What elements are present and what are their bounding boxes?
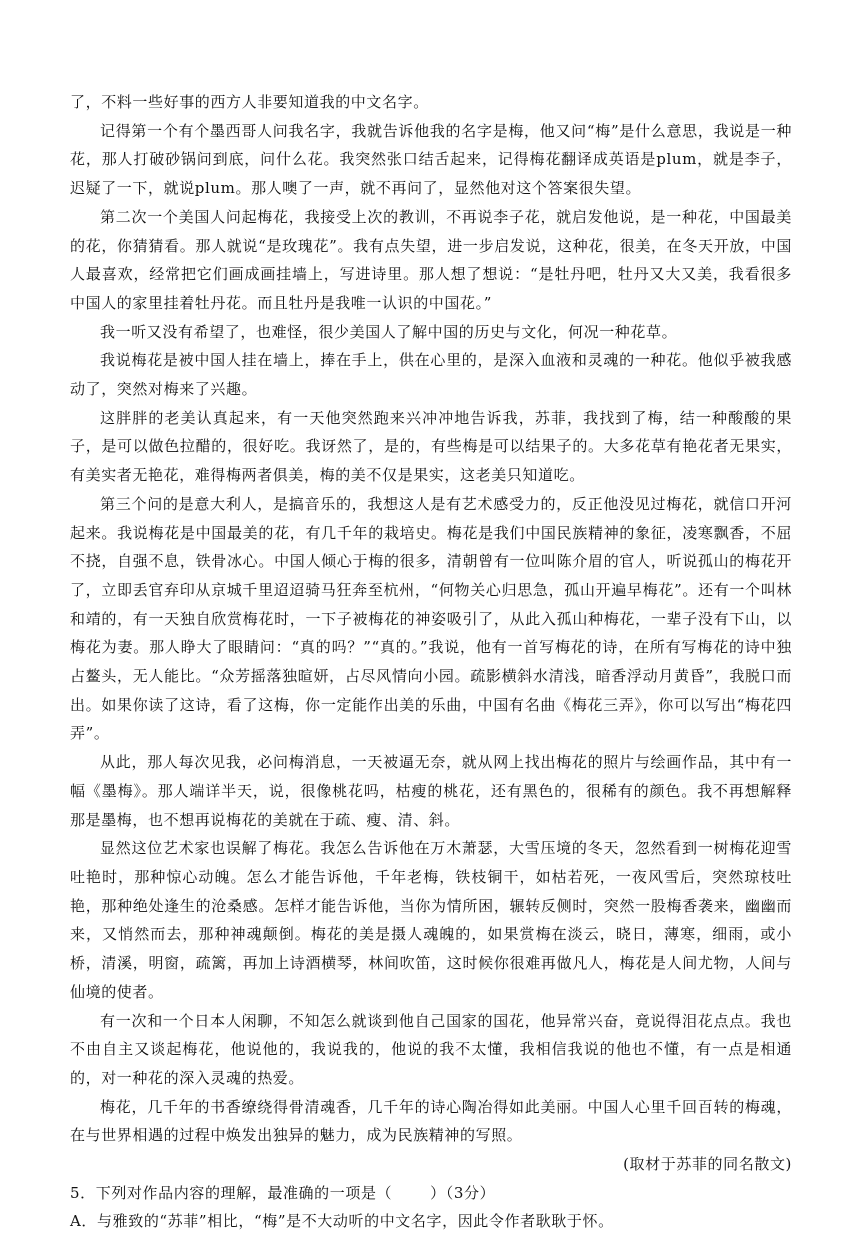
paragraph-6: 这胖胖的老美认真起来，有一天他突然跑来兴冲冲地告诉我，苏菲，我找到了梅，结一种酸酸的果子，是可以做色拉醋的，很好吃。我讶然了，是的，有些梅是可以结果子的。大多花草有艳花者无果实，有美实者无艳花，难得梅两者俱美，梅的美不仅是果实，这老美只知道吃。	[70, 408, 792, 485]
paragraph-11: 梅花，几千年的书香缭绕得骨清魂香，几千年的诗心陶冶得如此美丽。中国人心里千回百转的梅魂，在与世界相遇的过程中焕发出独异的魅力，成为民族精神的写照。	[70, 1097, 792, 1145]
article-page	[70, 88, 792, 1236]
question-stem-after: ）（3分）	[430, 1183, 496, 1202]
paragraph-7: 第三个问的是意大利人，是搞音乐的，我想这人是有艺术感受力的，反正他没见过梅花，就信口开河起来。我说梅花是中国最美的花，有几千年的栽培史。梅花是我们中国民族精神的象征，凌寒飘香，不屈不挠，自强不息，铁骨冰心。中国人倾心于梅的很多，清朝曾有一位叫陈介眉的官人，听说孤山的梅花开了，立即丢官弃印从京城千里迢迢骑马狂奔至杭州，“何物关心归思急，孤山开遍早梅花”。还有一个叫林和靖的，有一天独自欣赏梅花时，一下子被梅花的神姿吸引了，从此入孤山种梅花，一辈子没有下山，以梅花为妻。那人睁大了眼睛问：“真的吗？”“真的。”我说，他有一首写梅花的诗，在所有写梅花的诗中独占鳌头，无人能比。“众芳摇落独暄妍，占尽风情向小园。疏影横斜水清浅，暗香浮动月黄昏”，我脱口而出。如果你读了这诗，看了这梅，你一定能作出美的乐曲，中国有名曲《梅花三弄》，你可以写出“梅花四弄”。	[70, 494, 792, 743]
source-note: (取材于苏菲的同名散文)	[623, 1155, 792, 1174]
paragraph-2: 记得第一个有个墨西哥人问我名字，我就告诉他我的名字是梅，他又问“梅”是什么意思，我说是一种花，那人打破砂锅问到底，问什么花。我突然张口结舌起来，记得梅花翻译成英语是plum，就是李子，迟疑了一下，就说plum。那人噢了一声，就不再问了，显然他对这个答案很失望。	[70, 121, 792, 198]
paragraph-8: 从此，那人每次见我，必问梅消息，一天被逼无奈，就从网上找出梅花的照片与绘画作品，其中有一幅《墨梅》。那人端详半天，说，很像桃花吗，枯瘦的桃花，还有黑色的，很稀有的颜色。我不再想解释那是墨梅，也不想再说梅花的美就在于疏、瘦、清、斜。	[70, 753, 792, 829]
question-5-stem	[70, 1179, 792, 1208]
paragraph-4: 我一听又没有希望了，也难怪，很少美国人了解中国的历史与文化，何况一种花草。	[100, 322, 678, 341]
paragraph-10: 有一次和一个日本人闲聊，不知怎么就谈到他自己国家的国花，他异常兴奋，竟说得泪花点点。我也不由自主又谈起梅花，他说他的，我说我的，他说的我不太懂，我相信我说的他也不懂，有一点是相通的，对一种花的深入灵魂的热爱。	[70, 1011, 792, 1087]
paragraph-9: 显然这位艺术家也误解了梅花。我怎么告诉他在万木萧瑟，大雪压境的冬天，忽然看到一树梅花迎雪吐艳时，那种惊心动魄。怎么才能告诉他，千年老梅，铁枝铜干，如枯若死，一夜风雪后，突然琼枝吐艳，那种绝处逢生的沧桑感。怎样才能告诉他，当你为情所困，辗转反侧时，突然一股梅香袭来，幽幽而来，又悄然而去，那种神魂颠倒。梅花的美是摄人魂魄的，如果赏梅在淡云，晓日，薄寒，细雨，或小桥，清溪，明窗，疏篱，再加上诗酒横琴，林间吹笛，这时候你很难再做凡人，梅花是人间尤物，人间与仙境的使者。	[70, 839, 792, 1001]
paragraph-3: 第二次一个美国人问起梅花，我接受上次的教训，不再说李子花，就启发他说，是一种花，中国最美的花，你猜猜看。那人就说“是玫瑰花”。我有点失望，进一步启发说，这种花，很美，在冬天开放，中国人最喜欢，经常把它们画成画挂墙上，写进诗里。那人想了想说：“是牡丹吧，牡丹又大又美，我看很多中国人的家里挂着牡丹花。而且牡丹是我唯一认识的中国花。”	[70, 207, 792, 312]
paragraph-1: 了，不料一些好事的西方人非要知道我的中文名字。	[70, 93, 429, 111]
question-5-option-a: A．与雅致的“苏菲”相比，“梅”是不大动听的中文名字，因此令作者耿耿于怀。	[70, 1212, 614, 1231]
paragraph-5: 我说梅花是被中国人挂在墙上，捧在手上，供在心里的，是深入血液和灵魂的一种花。他似乎被我感动了，突然对梅来了兴趣。	[70, 351, 792, 399]
question-stem-before: 5．下列对作品内容的理解，最准确的一项是（	[70, 1183, 393, 1202]
